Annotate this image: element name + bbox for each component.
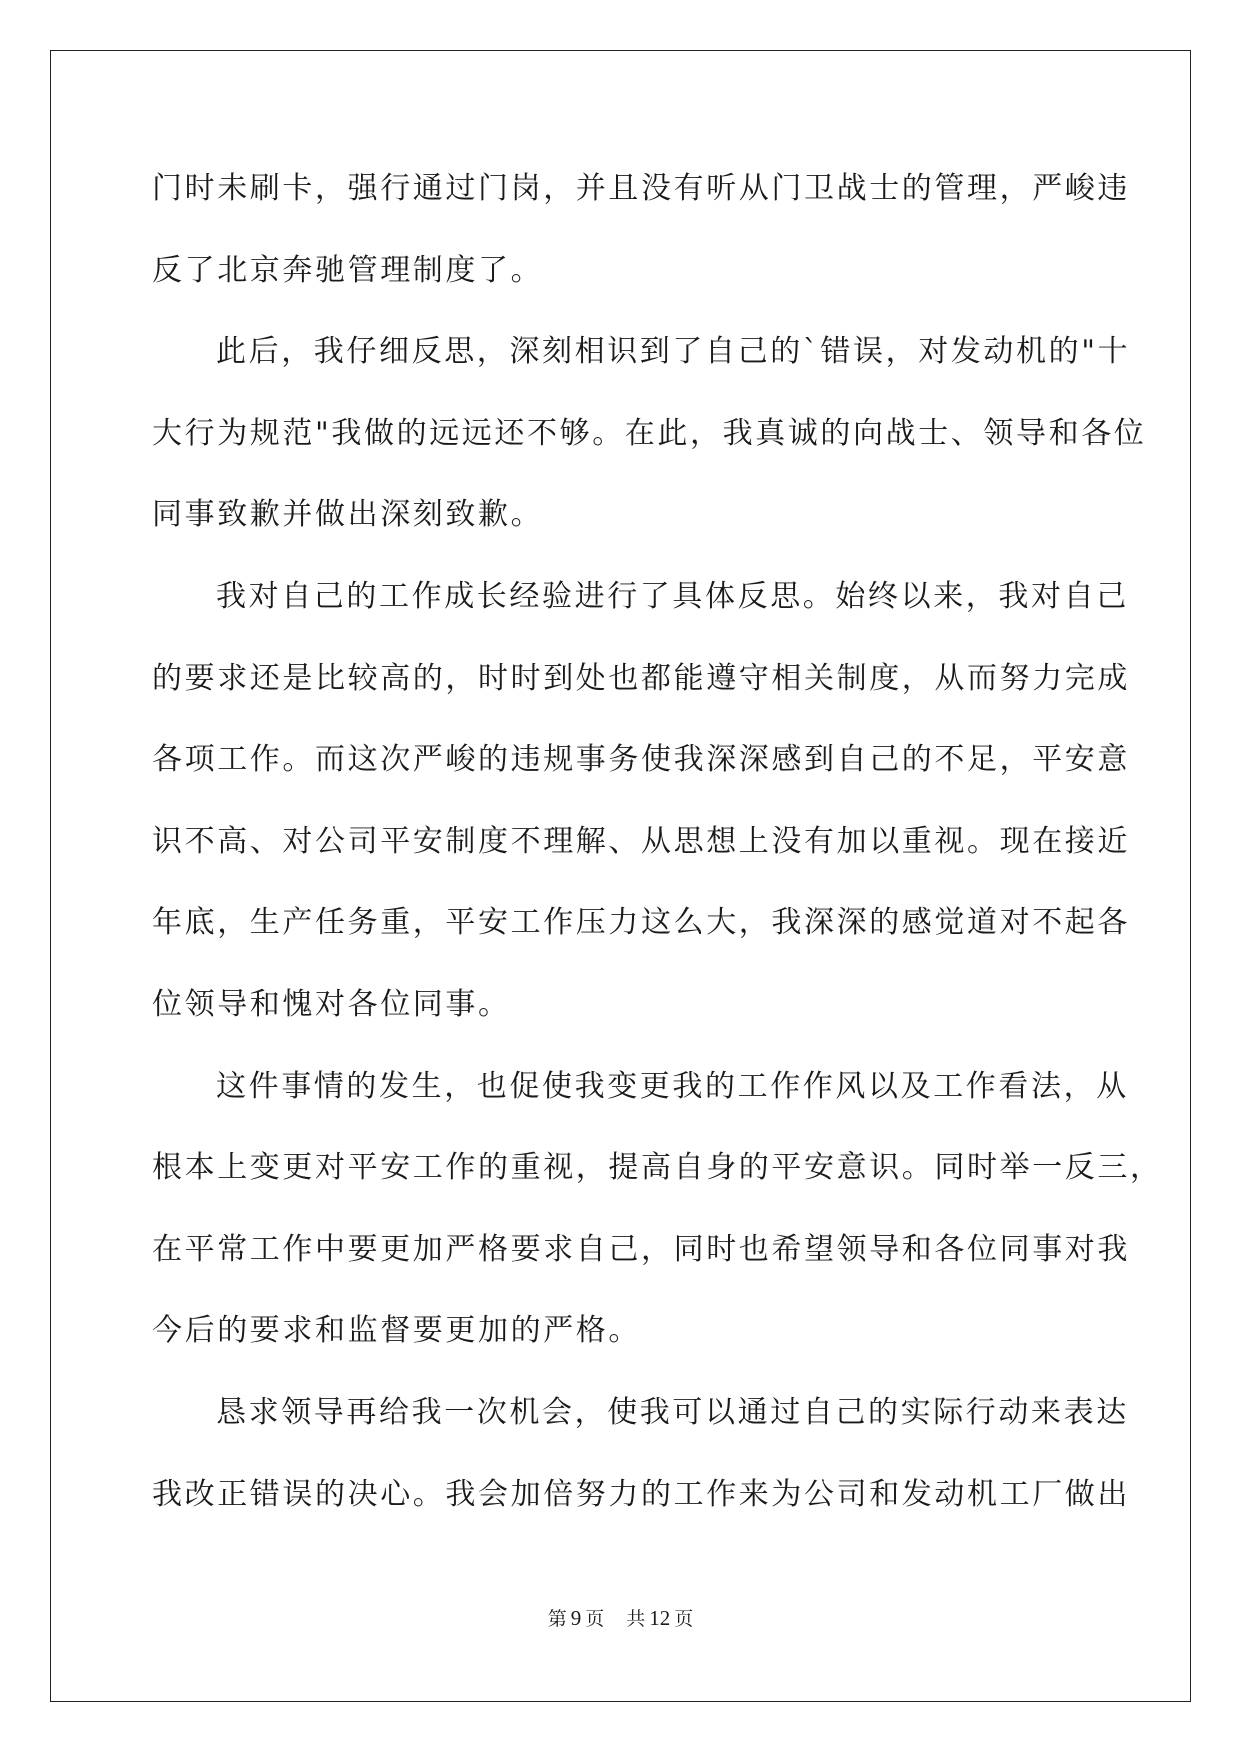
page-footer: [0, 1604, 1241, 1631]
page-number: 9: [570, 1606, 582, 1630]
text-line: 识不高、对公司平安制度不理解、从思想上没有加以重视。现在接近: [152, 823, 1130, 859]
page-prefix: 第: [547, 1608, 567, 1630]
text-line: 门时未刷卡，强行通过门岗，并且没有听从门卫战士的管理，严峻违: [152, 171, 1130, 206]
text-line: 此后，我仔细反思，深刻相识到了自己的`错误，对发动机的"十: [216, 334, 1131, 370]
text-line: 反了北京奔驰管理制度了。: [152, 252, 544, 288]
text-line: 这件事情的发生，也促使我变更我的工作作风以及工作看法，从: [216, 1068, 1129, 1104]
text-line: 各项工作。而这次严峻的违规事务使我深深感到自己的不足，平安意: [152, 742, 1130, 778]
text-line: 大行为规范"我做的远远还不够。在此，我真诚的向战士、领导和各位: [152, 415, 1147, 451]
text-line: 我改正错误的决心。我会加倍努力的工作来为公司和发动机工厂做出: [152, 1476, 1130, 1512]
document-body: [152, 158, 1163, 1545]
text-line: 的要求还是比较高的，时时到处也都能遵守相关制度，从而努力完成: [152, 660, 1130, 696]
text-line: 同事致歉并做出深刻致歉。: [152, 497, 544, 533]
text-line: 今后的要求和监督要更加的严格。: [152, 1313, 641, 1349]
text-line: 恳求领导再给我一次机会，使我可以通过自己的实际行动来表达: [216, 1394, 1129, 1430]
total-suffix: 页: [674, 1608, 694, 1630]
total-pages: 12: [649, 1606, 671, 1630]
text-line: 年底，生产任务重，平安工作压力这么大，我深深的感觉道对不起各: [152, 905, 1130, 941]
page-suffix: 页: [585, 1608, 605, 1630]
text-line: 根本上变更对平安工作的重视，提高自身的平安意识。同时举一反三，: [152, 1150, 1163, 1186]
text-line: 在平常工作中要更加严格要求自己，同时也希望领导和各位同事对我: [152, 1231, 1130, 1267]
total-prefix: 共: [626, 1608, 646, 1630]
text-line: 我对自己的工作成长经验进行了具体反思。始终以来，我对自己: [216, 578, 1129, 614]
text-line: 位领导和愧对各位同事。: [152, 986, 511, 1022]
